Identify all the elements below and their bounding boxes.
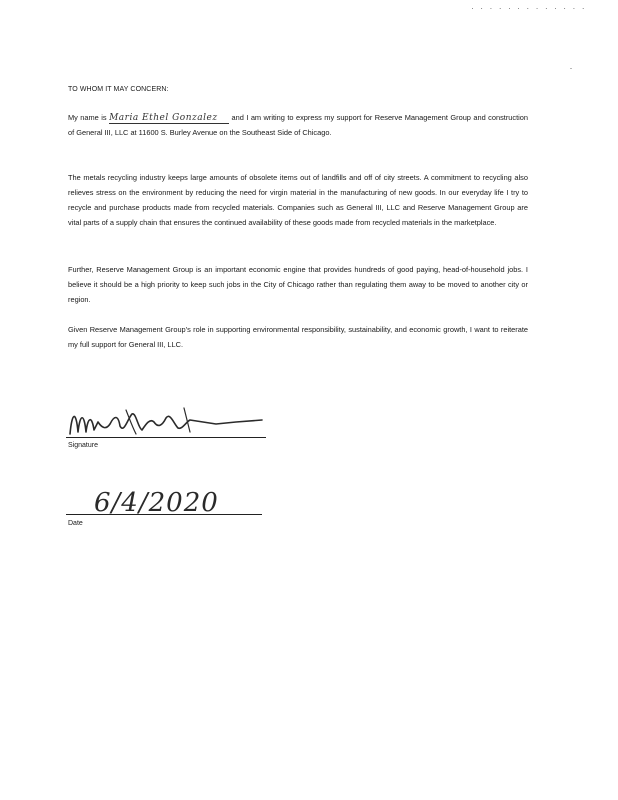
intro-paragraph (68, 110, 528, 140)
fax-header: . . . . . . . . . . . . . (470, 4, 586, 11)
recycling-paragraph: The metals recycling industry keeps large amounts of obsolete items out of landfills and off of city streets. A commitment to recycling also relieves stress on the environment by reducing the need for virgin material in the manufacturing of new goods. In our everyday life I try to recycle and purchase products made from recycled materials. Companies such as General III, LLC and Reserve Management Group are vital parts of a supply chain that ensures the continued availability of these goods made from recycled materials in the marketplace. (68, 173, 528, 227)
date-block (66, 484, 286, 534)
signature-block (66, 404, 286, 452)
date-line (66, 514, 262, 515)
handwritten-date: 6/4/2020 (94, 488, 219, 518)
jobs-paragraph: Further, Reserve Management Group is an important economic engine that provides hundreds of good paying, head-of-household jobs. I believe it should be a high priority to keep such jobs in the City of Chicago rather than regulating them away to be moved to another city or region. (68, 265, 528, 304)
edge-mark: - (570, 66, 572, 72)
date-label: Date (68, 520, 83, 527)
intro-suffix: and I am writing to express my support for Reserve Management Group and construction of General III, LLC at 11600 S. Burley Avenue on the Southeast Side of Chicago. (68, 113, 529, 137)
salutation: TO WHOM IT MAY CONCERN: (68, 86, 169, 93)
signature-scribble (66, 404, 266, 440)
signature-line (66, 437, 266, 438)
handwritten-name: Maria Ethel Gonzalez (109, 113, 229, 124)
signature-label: Signature (68, 442, 98, 449)
closing-paragraph: Given Reserve Management Group's role in supporting environmental responsibility, sustainability, and economic growth, I want to reiterate my full support for General III, LLC. (68, 325, 528, 349)
intro-prefix: My name is (68, 113, 107, 122)
